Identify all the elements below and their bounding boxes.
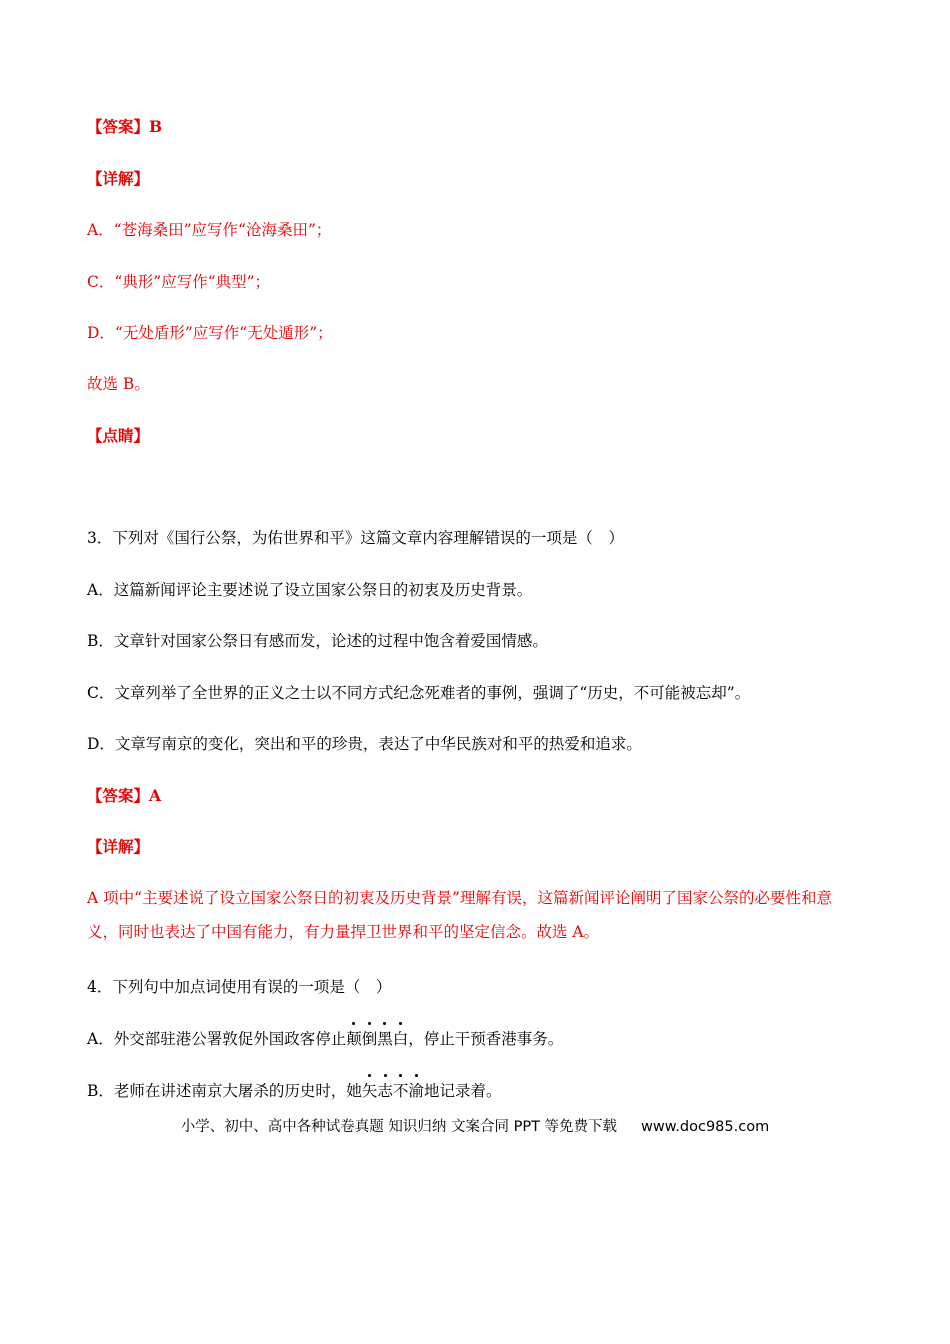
- footer-text: 小学、初中、高中各种试卷真题 知识归纳 文案合同 PPT 等免费下载: [180, 1119, 618, 1135]
- dotted-char: 志: [377, 1082, 393, 1100]
- footer-url: www.doc985.com: [641, 1119, 770, 1135]
- dotted-char: 倒: [361, 1030, 378, 1048]
- dotted-char: 不: [392, 1082, 409, 1100]
- question-3-option-c: C．文章列举了全世界的正义之士以不同方式纪念死难者的事例，强调了“历史，不可能被忘却”。: [87, 684, 751, 702]
- note-label-q2: 【点睛】: [87, 426, 150, 445]
- explanation-q3: A 项中“主要述说了设立国家公祭日的初衷及历史背景”理解有误，这篇新闻评论阐明了国家公祭的必要性和意义，同时也表达了中国有能力，有力量捍卫世界和平的坚定信念。故选 A。: [87, 889, 832, 941]
- detail-label-q2: 【详解】: [87, 169, 150, 188]
- answer-label-q2: 【答案】B: [87, 117, 163, 136]
- dotted-char: 白: [392, 1030, 409, 1048]
- option-a-after: ，停止干预香港事务。: [408, 1030, 564, 1048]
- question-4-option-b: [87, 1080, 501, 1102]
- detail-label-q3: 【详解】: [87, 837, 150, 856]
- answer-label-q3: 【答案】A: [87, 786, 162, 805]
- explanation-line-c: C．“典形”应写作“典型”；: [87, 273, 271, 291]
- question-3-stem: 3．下列对《国行公祭，为佑世界和平》这篇文章内容理解错误的一项是（ ）: [87, 529, 624, 547]
- dotted-char: 黑: [377, 1030, 393, 1048]
- question-3-option-a: A．这篇新闻评论主要述说了设立国家公祭日的初衷及历史背景。: [87, 581, 533, 599]
- question-4-option-a: [87, 1028, 563, 1050]
- explanation-line-d: D．“无处盾形”应写作“无处遁形”；: [87, 324, 333, 342]
- dotted-char: 渝: [408, 1082, 424, 1100]
- option-b-before: B．老师在讲述南京大屠杀的历史时，她: [87, 1082, 362, 1100]
- conclusion-q2: 故选 B。: [87, 375, 150, 393]
- explanation-line-a: A．“苍海桑田”应写作“沧海桑田”；: [87, 221, 332, 239]
- dotted-char: 矢: [361, 1082, 378, 1100]
- question-3-option-d: D．文章写南京的变化，突出和平的珍贵，表达了中华民族对和平的热爱和追求。: [87, 735, 642, 753]
- option-a-before: A．外交部驻港公署敦促外国政客停止: [87, 1030, 347, 1048]
- question-3-option-b: B．文章针对国家公祭日有感而发，论述的过程中饱含着爱国情感。: [87, 632, 548, 650]
- option-b-after: 地记录着。: [423, 1082, 502, 1100]
- page-footer: [0, 1115, 950, 1136]
- dotted-char: 颠: [346, 1030, 362, 1048]
- question-4-stem: 4．下列句中加点词使用有误的一项是（ ）: [87, 978, 392, 996]
